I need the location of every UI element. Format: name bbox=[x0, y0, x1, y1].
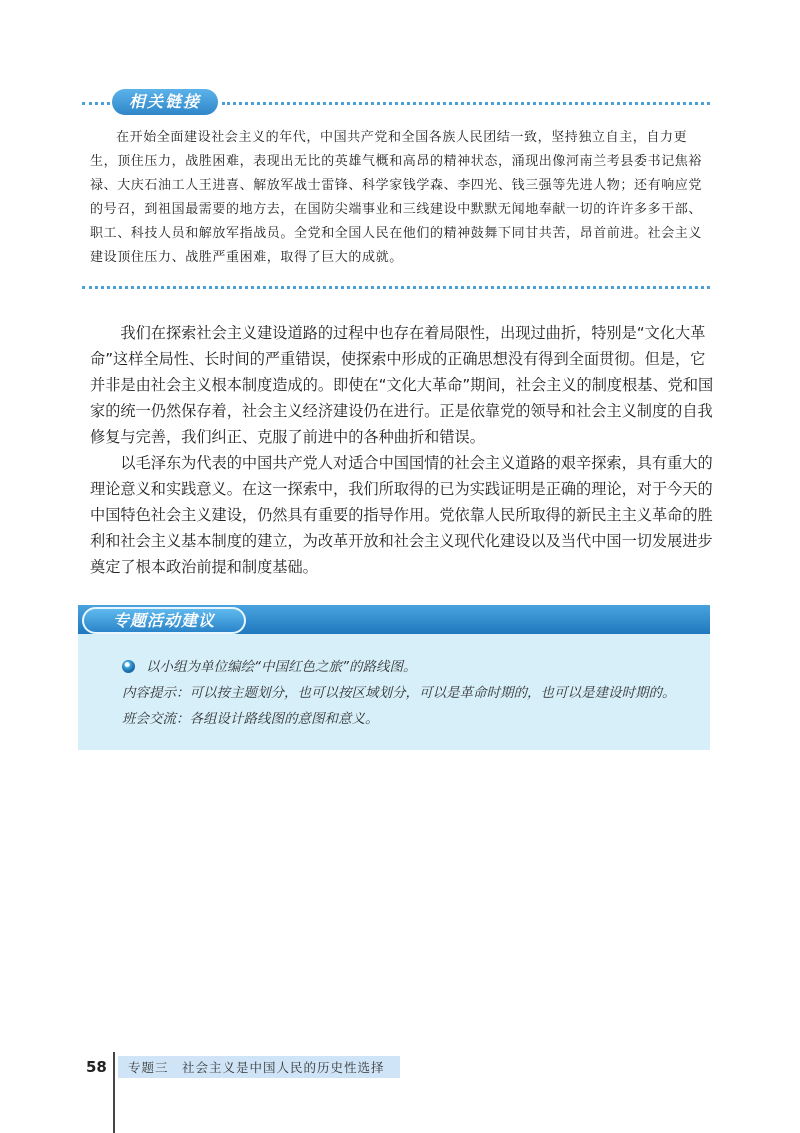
page-number: 58 bbox=[86, 1058, 107, 1076]
top-dotted-rule-left bbox=[82, 102, 110, 105]
activity-discussion: 班会交流：各组设计路线图的意图和意义。 bbox=[122, 711, 379, 727]
bullet-icon bbox=[122, 660, 135, 673]
bottom-dotted-rule bbox=[82, 286, 710, 289]
body-text bbox=[90, 320, 714, 580]
related-links-text: 在开始全面建设社会主义的年代，中国共产党和全国各族人民团结一致，坚持独立自主，自力更生，顶住压力，战胜困难，表现出无比的英雄气概和高昂的精神状态，涌现出像河南兰考县委书记焦裕禄、大庆石油工人王进喜、解放军战士雷锋、科学家钱学森、李四光、钱三强等先进人物；还有响应党的号召，到祖国最需要的地方去，在国防尖端事业和三线建设中默默无闻地奉献一切的许许多多干部、职工、科技人员和解放军指战员。全党和全国人民在他们的精神鼓舞下同甘共苦，昂首前进。社会主义建设顶住压力、战胜严重困难，取得了巨大的成就。 bbox=[90, 130, 703, 265]
top-dotted-rule-right bbox=[222, 102, 710, 105]
related-links-title: 相关链接 bbox=[112, 89, 218, 115]
body-paragraph: 我们在探索社会主义建设道路的过程中也存在着局限性，出现过曲折，特别是“文化大革命”这样全局性、长时间的严重错误，使探索中形成的正确思想没有得到全面贯彻。但是，它并非是由社会主义根本制度造成的。即使在“文化大革命”期间，社会主义的制度根基、党和国家的统一仍然保存着，社会主义经济建设仍在进行。正是依靠党的领导和社会主义制度的自我修复与完善，我们纠正、克服了前进中的各种曲折和错误。 bbox=[90, 324, 714, 446]
activity-hint: 内容提示：可以按主题划分，也可以按区域划分，可以是革命时期的，也可以是建设时期的。 bbox=[122, 685, 676, 701]
activity-title: 专题活动建议 bbox=[82, 607, 246, 634]
chapter-title: 专题三 社会主义是中国人民的历史性选择 bbox=[128, 1060, 385, 1075]
footer-divider bbox=[113, 1052, 115, 1133]
body-paragraph: 以毛泽东为代表的中国共产党人对适合中国国情的社会主义道路的艰辛探索，具有重大的理论意义和实践意义。在这一探索中，我们所取得的已为实践证明是正确的理论，对于今天的中国特色社会主义建设，仍然具有重要的指导作用。党依靠人民所取得的新民主主义革命的胜利和社会主义基本制度的建立，为改革开放和社会主义现代化建设以及当代中国一切发展进步奠定了根本政治前提和制度基础。 bbox=[90, 454, 713, 576]
activity-item: 以小组为单位编绘“中国红色之旅”的路线图。 bbox=[146, 659, 417, 675]
